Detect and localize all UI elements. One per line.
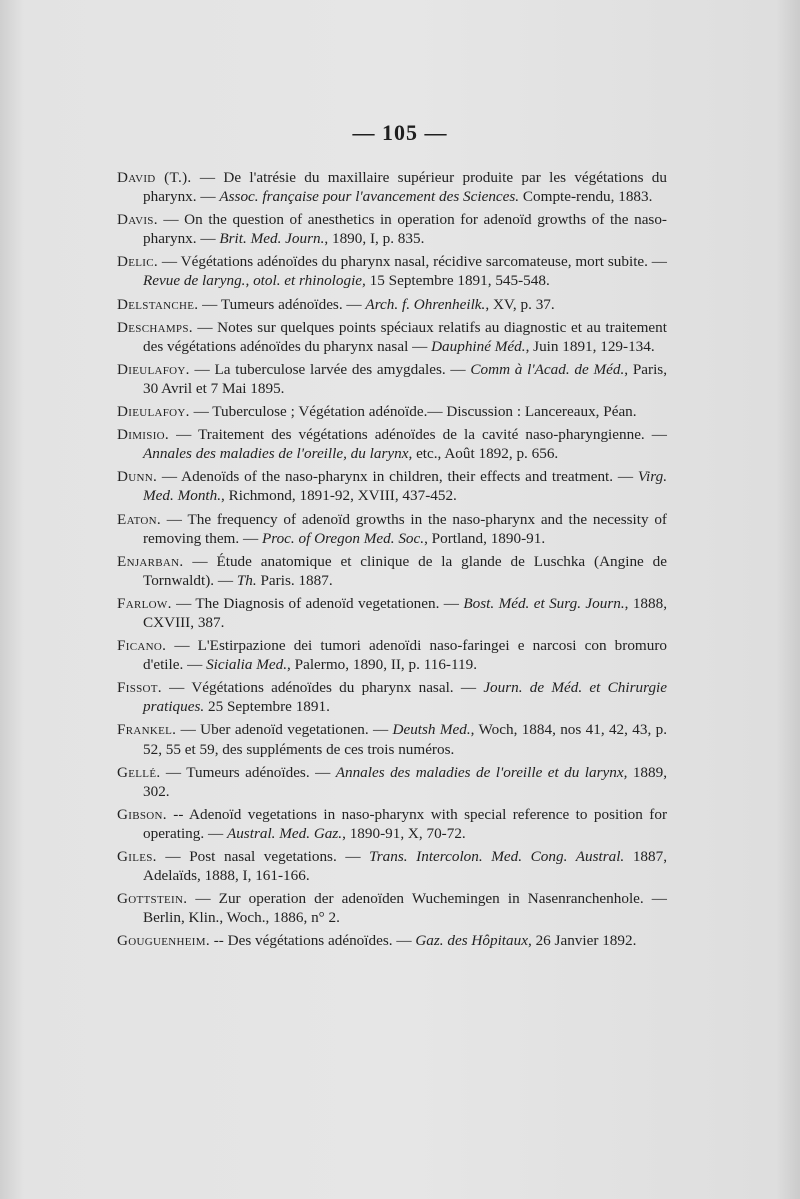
- entry-tail: , Portland, 1890-91.: [424, 529, 546, 547]
- bibliography-entry: [117, 931, 667, 950]
- page-number: — 105 —: [352, 120, 448, 145]
- entry-text: — Tuberculose ; Végétation adénoïde.— Discussion : Lancereaux, Péan.: [189, 403, 637, 421]
- entry-author: Gellé.: [117, 763, 161, 781]
- entry-author: Delic.: [117, 253, 159, 271]
- entry-reference: Comm à l'Acad. de Méd.: [470, 360, 625, 378]
- entry-reference: Annales des maladies de l'oreille et du larynx,: [335, 763, 628, 781]
- entry-text: — De l'atrésie du maxillaire supérieur produite par les végétations du pharynx. —: [143, 169, 667, 206]
- entry-tail: , Palermo, 1890, II, p. 116-119.: [287, 656, 478, 674]
- entry-tail: Compte-rendu, 1883.: [519, 188, 653, 206]
- entry-text: -- Des végétations adénoïdes. —: [209, 932, 416, 950]
- entry-reference: Bost. Méd. et Surg. Journ.: [463, 594, 625, 612]
- entry-reference: Proc. of Oregon Med. Soc.: [261, 529, 425, 547]
- entry-reference: Brit. Med. Journ.: [219, 230, 325, 248]
- entry-author: Dieulafoy.: [117, 403, 190, 421]
- bibliography-entry: [117, 318, 667, 356]
- entry-text: — Traitement des végétations adénoïdes de la cavité naso-pharyngienne. —: [169, 426, 667, 444]
- entry-reference: Trans. Intercolon. Med. Cong. Austral.: [369, 848, 625, 865]
- bibliography-entry: [117, 763, 667, 801]
- bibliography-entry: [117, 552, 667, 590]
- entry-tail: , 1890, I, p. 835.: [324, 230, 425, 248]
- bibliography-entry: [117, 720, 667, 758]
- entry-text: — Étude anatomique et clinique de la glande de Luschka (Angine de Tornwaldt). —: [143, 552, 667, 589]
- bibliography-list: [117, 168, 667, 954]
- bibliography-entry: [117, 425, 667, 463]
- entry-author: Dieulafoy.: [117, 360, 190, 378]
- entry-tail: 15 Septembre 1891, 545-548.: [365, 272, 550, 290]
- entry-author: Farlow.: [117, 594, 172, 612]
- entry-tail: , Richmond, 1891-92, XVIII, 437-452.: [221, 487, 457, 505]
- entry-tail: , XV, p. 37.: [485, 295, 555, 313]
- entry-author: Deschamps.: [117, 318, 193, 336]
- bibliography-entry: [117, 360, 667, 398]
- entry-reference: Deutsh Med.: [392, 721, 471, 739]
- entry-author: Fissot.: [117, 679, 162, 697]
- entry-reference: Dauphiné Méd.: [431, 337, 526, 355]
- entry-author: Gouguenheim.: [117, 932, 210, 950]
- entry-text: — The Diagnosis of adenoïd vegetationen. —: [171, 594, 464, 612]
- bibliography-entry: [117, 252, 667, 290]
- entry-author: Enjarban.: [117, 552, 184, 570]
- entry-author: Dimisio.: [117, 426, 169, 444]
- entry-text: — Post nasal vegetations. —: [156, 848, 370, 865]
- entry-text: — L'Estirpazione dei tumori adenoïdi naso-faringei e narcosi con bromuro d'etile. —: [143, 637, 667, 674]
- entry-text: — Végétations adénoïdes du pharynx nasal, récidive sarcomateuse, mort subite. —: [158, 253, 667, 271]
- entry-tail: 1887, Adelaïds, 1888, I, 161-166.: [143, 848, 668, 885]
- entry-reference: Assoc. française pour l'avancement des Sciences.: [219, 188, 520, 206]
- bibliography-entry: [117, 467, 667, 505]
- bibliography-entry: [117, 805, 667, 843]
- entry-author: Davis.: [117, 211, 158, 229]
- entry-text: — La tuberculose larvée des amygdales. —: [189, 360, 471, 378]
- bibliography-entry: [117, 889, 667, 927]
- entry-author: Ficano.: [117, 637, 167, 655]
- entry-tail: , Juin 1891, 129-134.: [525, 337, 655, 355]
- bibliography-entry: [117, 510, 667, 548]
- entry-text: — Tumeurs adénoïdes. —: [160, 763, 336, 781]
- entry-text: -- Adenoïd vegetations in naso-pharynx with special reference to position for operating. —: [143, 805, 667, 842]
- entry-reference: Th.: [236, 571, 257, 589]
- entry-tail: Paris. 1887.: [256, 571, 333, 589]
- entry-reference: Annales des maladies de l'oreille, du larynx,: [143, 445, 413, 463]
- entry-text: — The frequency of adenoïd growths in the naso-pharynx and the necessity of removing them. —: [143, 510, 667, 547]
- entry-text: — Adenoïds of the naso-pharynx in children, their effects and treatment. —: [157, 468, 638, 486]
- entry-author: Delstanche.: [117, 295, 199, 313]
- entry-author: David (T.).: [117, 169, 192, 186]
- entry-tail: , 1888, CXVIII, 387.: [143, 594, 667, 631]
- bibliography-entry: [117, 678, 667, 716]
- entry-author: Eaton.: [117, 510, 162, 528]
- entry-reference: Arch. f. Ohrenheilk.: [365, 295, 486, 313]
- entry-tail: 25 Septembre 1891.: [204, 698, 330, 716]
- entry-text: — Zur operation der adenoïden Wuchemingen in Nasenranchenhole. — Berlin, Klin., Woch., 1886, n° 2.: [143, 890, 667, 927]
- entry-reference: Revue de laryng., otol. et rhinologie,: [143, 272, 366, 290]
- entry-text: — Uber adenoïd vegetationen. —: [176, 721, 393, 739]
- entry-author: Giles.: [117, 848, 157, 865]
- bibliography-entry: [117, 402, 667, 421]
- entry-tail: 1889, 302.: [143, 763, 667, 800]
- entry-tail: etc., Août 1892, p. 656.: [412, 445, 559, 463]
- entry-text: — Végétations adénoïdes du pharynx nasal. —: [161, 679, 484, 697]
- entry-tail: , Paris, 30 Avril et 7 Mai 1895.: [143, 360, 668, 397]
- bibliography-entry: [117, 168, 667, 206]
- entry-text: — Notes sur quelques points spéciaux relatifs au diagnostic et au traitement des végétations adénoïdes du pharynx nasal —: [143, 318, 667, 355]
- entry-reference: Gaz. des Hôpitaux,: [415, 932, 532, 950]
- entry-reference: Austral. Med. Gaz.: [226, 824, 343, 842]
- bibliography-entry: [117, 295, 667, 314]
- entry-reference: Sicialia Med.: [206, 656, 288, 674]
- entry-tail: 26 Janvier 1892.: [531, 932, 637, 950]
- entry-text: — Tumeurs adénoïdes. —: [198, 295, 366, 313]
- entry-reference: Journ. de Méd. et Chirurgie pratiques.: [143, 679, 668, 716]
- entry-author: Dunn.: [117, 468, 158, 486]
- entry-author: Gibson.: [117, 805, 167, 823]
- entry-reference: Virg. Med. Month.: [143, 468, 667, 505]
- entry-author: Frankel.: [117, 721, 177, 739]
- entry-text: — On the question of anesthetics in operation for adenoïd growths of the naso-pharynx. —: [143, 211, 667, 248]
- entry-tail: , 1890-91, X, 70-72.: [342, 824, 466, 842]
- entry-tail: , Woch, 1884, nos 41, 42, 43, p. 52, 55 et 59, des suppléments de ces trois numéros.: [143, 721, 668, 758]
- bibliography-entry: [117, 210, 667, 248]
- bibliography-entry: [117, 847, 667, 885]
- bibliography-entry: [117, 594, 667, 632]
- bibliography-entry: [117, 636, 667, 674]
- entry-author: Gottstein.: [117, 890, 188, 908]
